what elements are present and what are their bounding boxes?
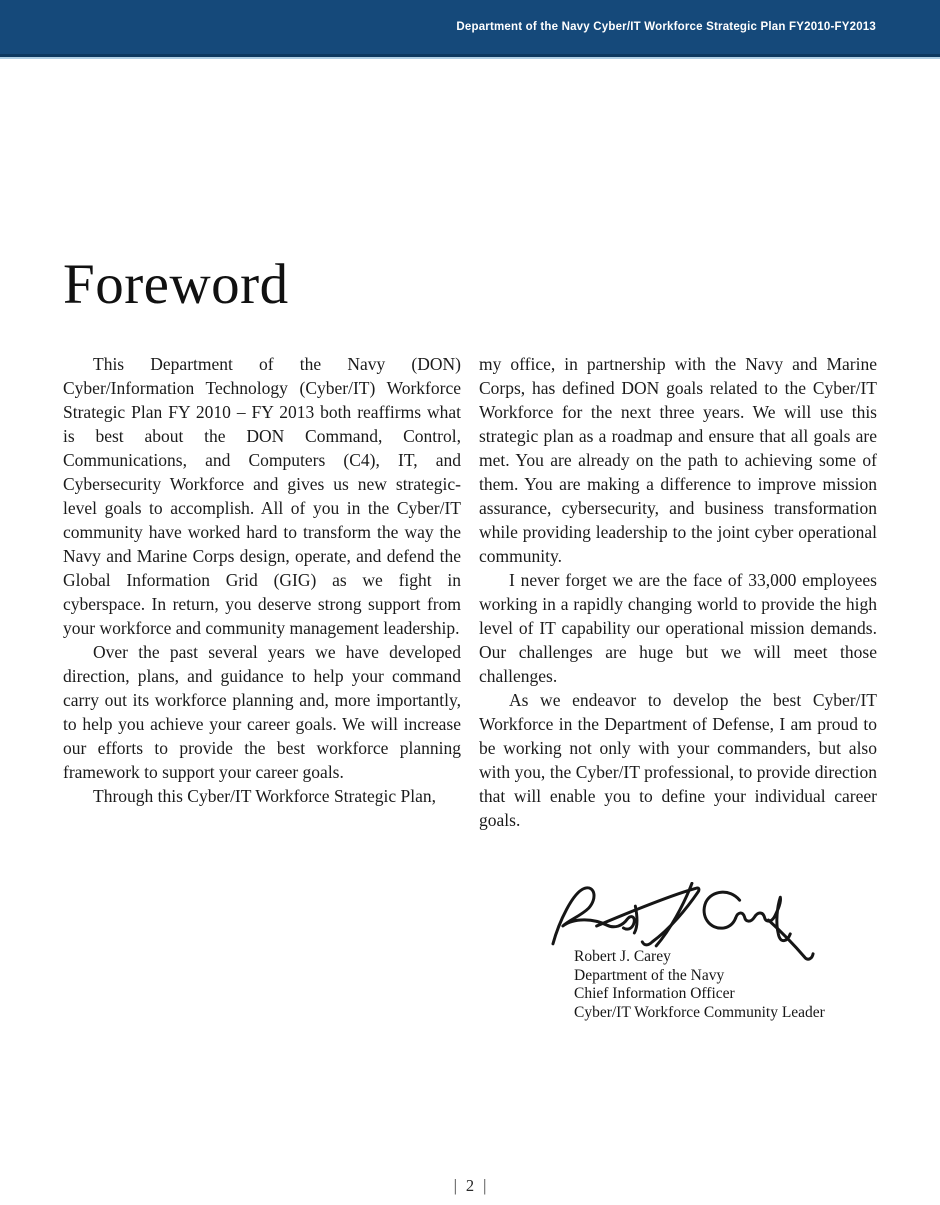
paragraph-5: As we endeavor to develop the best Cyber/IT Workforce in the Department of Defense, I am proud to be working not only with your commanders, but also with you, the Cyber/IT professional, to provide direction that will enable you to define your individual career goals. (479, 690, 877, 830)
right-column (479, 352, 877, 832)
page-footer (0, 1176, 940, 1196)
signature-block (574, 948, 825, 1022)
signatory-title: Chief Information Officer (574, 985, 735, 1003)
header-accent-line-light (0, 57, 940, 59)
paragraph-2: Over the past several years we have developed direction, plans, and guidance to help your command carry out its workforce planning and, more importantly, to help you achieve your career goals. We will increase our efforts to provide the best workforce planning framework to support your career goals. (63, 642, 461, 782)
header-title: Department of the Navy Cyber/IT Workforce Strategic Plan FY2010-FY2013 (456, 21, 876, 33)
signatory-role: Cyber/IT Workforce Community Leader (574, 1003, 825, 1021)
page-number: 2 (465, 1176, 475, 1195)
page-title: Foreword (63, 253, 289, 316)
paragraph-3-start: Through this Cyber/IT Workforce Strategic Plan, (93, 786, 437, 806)
footer-bar-left: | (453, 1176, 457, 1195)
footer-bar-right: | (483, 1176, 487, 1195)
signatory-name: Robert J. Carey (574, 948, 671, 965)
header-bar (0, 0, 940, 54)
paragraph-1: This Department of the Navy (DON) Cyber/Information Technology (Cyber/IT) Workforce Strategic Plan FY 2010 – FY 2013 both reaffirms what is best about the DON Command, Control, Communications, and Computers (C4), IT, and Cybersecurity Workforce and gives us new strategic-level goals to accomplish. All of you in the Cyber/IT community have worked hard to transform the way the Navy and Marine Corps design, operate, and defend the Global Information Grid (GIG) as we fight in cyberspace. In return, you deserve strong support from your workforce and community management leadership. (63, 354, 461, 638)
left-column (63, 352, 461, 832)
paragraph-3-continued: my office, in partnership with the Navy and Marine Corps, has defined DON goals related to the Cyber/IT Workforce for the next three years. We will use this strategic plan as a roadmap and ensure that all goals are met. You are already on the path to achieving some of them. You are making a difference to improve mission assurance, cybersecurity, and business transformation while providing leadership to the joint cyber operational community. (479, 354, 877, 566)
paragraph-4: I never forget we are the face of 33,000 employees working in a rapidly changing world to provide the high level of IT capability our operational mission demands. Our challenges are huge but we will meet those challenges. (479, 570, 877, 686)
foreword-body (63, 352, 877, 832)
signatory-organization: Department of the Navy (574, 966, 725, 984)
